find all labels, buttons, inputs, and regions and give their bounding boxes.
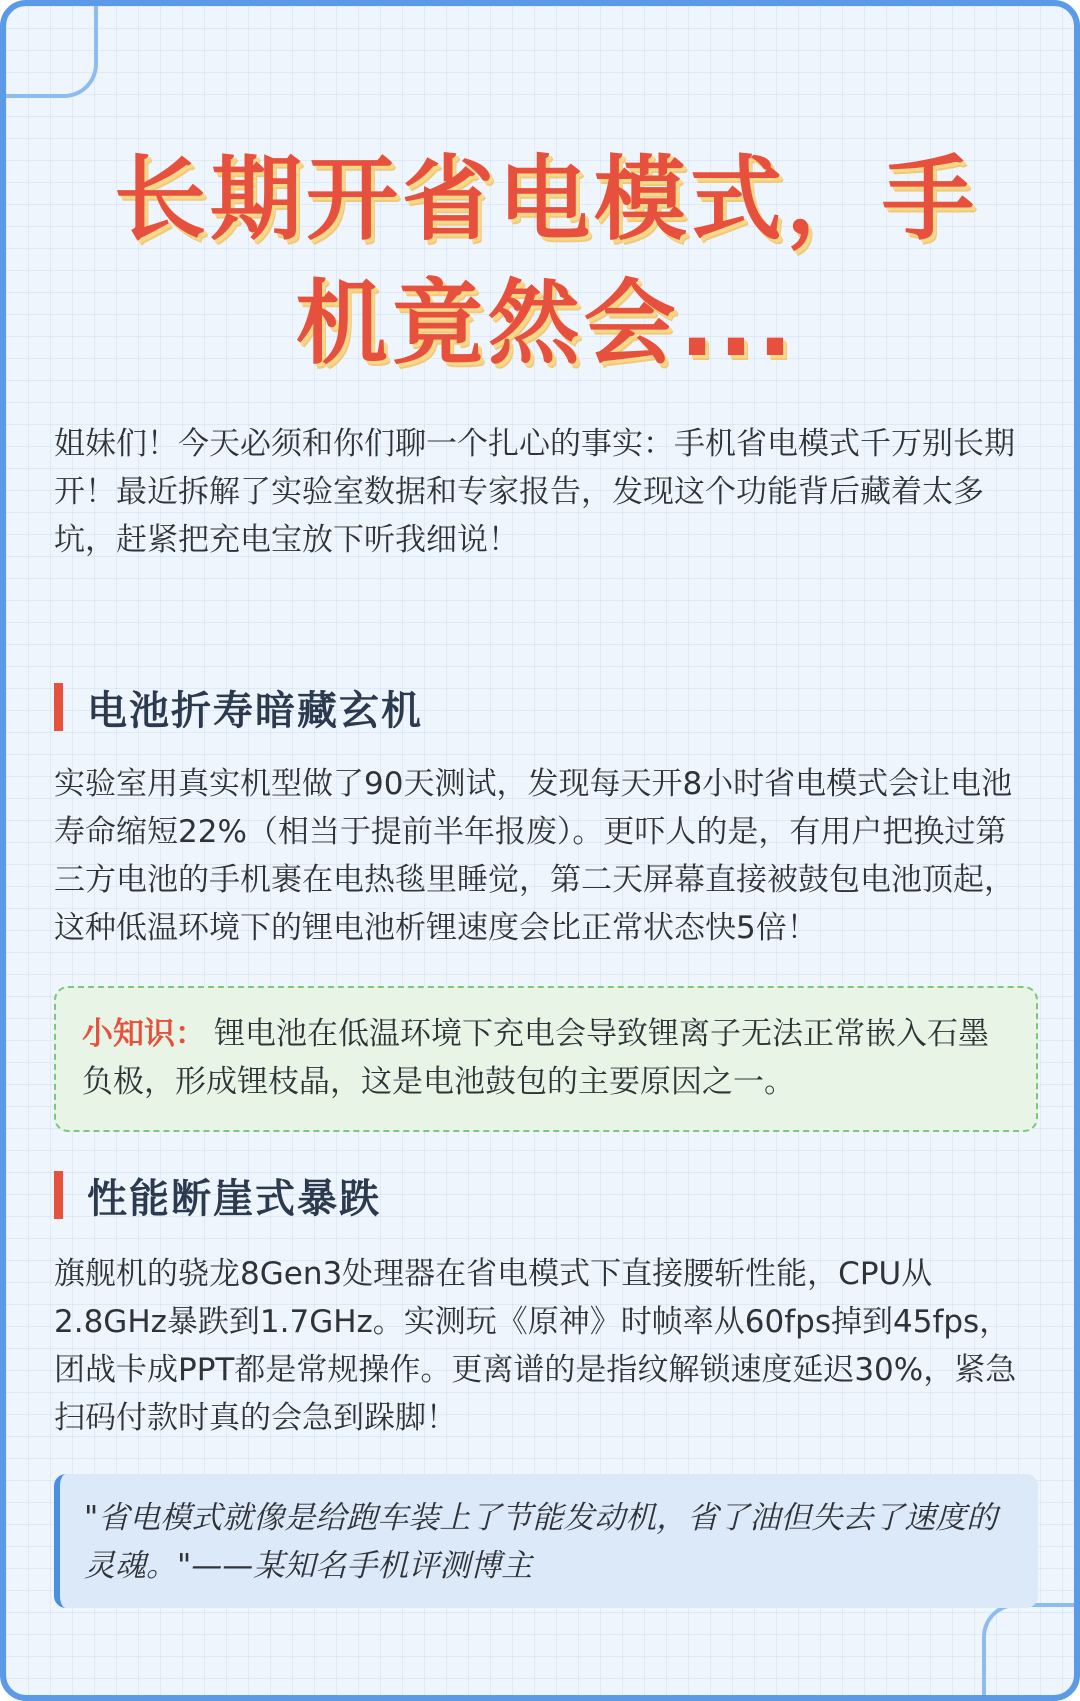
section-marker-bar — [54, 1171, 63, 1219]
section-title: 性能断崖式暴跌 — [87, 1175, 381, 1222]
tip-box — [54, 986, 1038, 1132]
section-title: 电池折寿暗藏玄机 — [87, 687, 423, 734]
tip-label: 小知识： — [82, 1016, 206, 1052]
quote-block: "省电模式就像是给跑车装上了节能发动机，省了油但失去了速度的灵魂。"——某知名手机评测博主 — [54, 1474, 1038, 1608]
tip-text: 锂电池在低温环境下充电会导致锂离子无法正常嵌入石墨负极，形成锂枝晶，这是电池鼓包的主要原因之一。 — [82, 1016, 989, 1100]
section-body-performance: 旗舰机的骁龙8Gen3处理器在省电模式下直接腰斩性能，CPU从2.8GHz暴跌到1.7GHz。实测玩《原神》时帧率从60fps掉到45fps，团战卡成PPT都是常规操作。更离谱的是指纹解锁速度延迟30%，紧急扫码付款时真的会急到跺脚！ — [54, 1256, 1017, 1436]
corner-decoration-top-left — [2, 2, 98, 98]
section-heading-battery — [54, 682, 423, 732]
page-title: 长期开省电模式，手机竟然会... — [113, 146, 978, 377]
section-heading-performance — [54, 1170, 381, 1220]
section-body-battery: 实验室用真实机型做了90天测试，发现每天开8小时省电模式会让电池寿命缩短22%（相当于提前半年报废）。更吓人的是，有用户把换过第三方电池的手机裹在电热毯里睡觉，第二天屏幕直接被鼓包电池顶起，这种低温环境下的锂电池析锂速度会比正常状态快5倍！ — [54, 766, 1015, 946]
section-marker-bar — [54, 683, 63, 731]
corner-decoration-bottom-right — [982, 1603, 1078, 1699]
intro-paragraph: 姐妹们！今天必须和你们聊一个扎心的事实：手机省电模式千万别长期开！最近拆解了实验室数据和专家报告，发现这个功能背后藏着太多坑，赶紧把充电宝放下听我细说！ — [54, 426, 1015, 558]
